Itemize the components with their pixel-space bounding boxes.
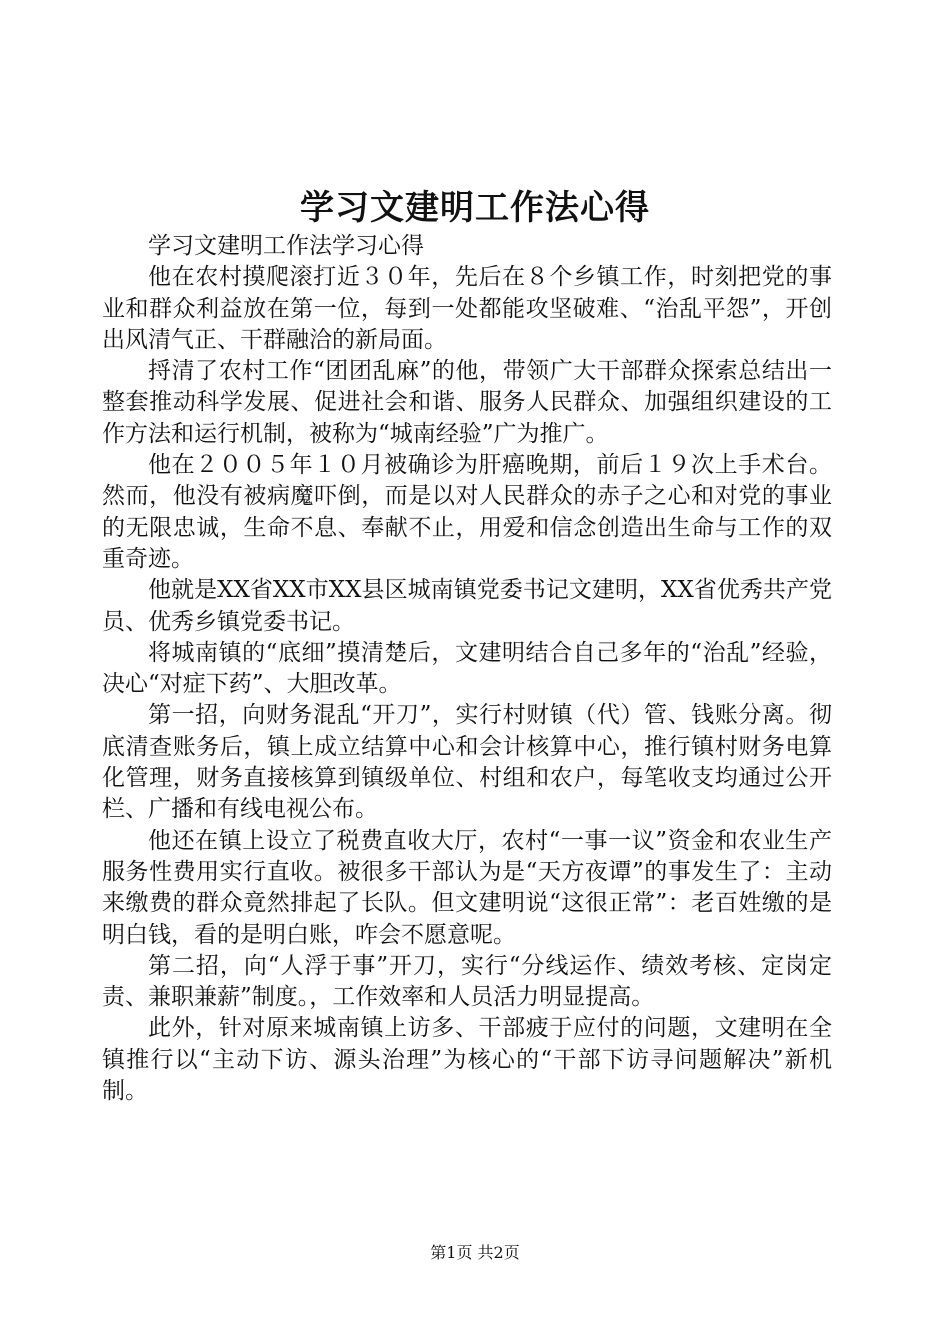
paragraph: 第二招，向“人浮于事”开刀，实行“分线运作、绩效考核、定岗定责、兼职兼薪”制度。，工作效率和人员活力明显提高。 [102, 952, 832, 1011]
paragraph: 他就是XX省XX市XX县区城南镇党委书记文建明，XX省优秀共产党员、优秀乡镇党委书记。 [102, 577, 832, 635]
document-title: 学习文建明工作法心得 [300, 188, 650, 228]
paragraph: 将城南镇的“底细”摸清楚后，文建明结合自己多年的“治乱”经验，决心“对症下药”、大胆改革。 [102, 639, 832, 698]
paragraph: 学习文建明工作法学习心得 [148, 233, 424, 259]
paragraph: 他还在镇上设立了税费直收大厅，农村“一事一议”资金和农业生产服务性费用实行直收。被很多干部认为是“天方夜谭”的事发生了：主动来缴费的群众竟然排起了长队。但文建明说“这很正常”：老百姓缴的是明白钱，看的是明白账，咋会不愿意呢。 [102, 827, 832, 948]
document-body [102, 231, 832, 1107]
paragraph: 此外，针对原来城南镇上访多、干部疲于应付的问题，文建明在全镇推行以“主动下访、源头治理”为核心的“干部下访寻问题解决”新机制。 [102, 1015, 832, 1105]
paragraph: 他在农村摸爬滚打近３０年，先后在８个乡镇工作，时刻把党的事业和群众利益放在第一位，每到一处都能攻坚破难、“治乱平怨”，开创出风清气正、干群融洽的新局面。 [102, 264, 832, 353]
page-footer: 第1页 共2页 [430, 1243, 520, 1262]
paragraph: 他在２００５年１０月被确诊为肝癌晚期，前后１９次上手术台。然而，他没有被病魔吓倒，而是以对人民群众的赤子之心和对党的事业的无限忠诚，生命不息、奉献不止，用爱和信念创造出生命与工作的双重奇迹。 [102, 452, 832, 572]
paragraph: 第一招，向财务混乱“开刀”，实行村财镇（代）管、钱账分离。彻底清查账务后，镇上成立结算中心和会计核算中心，推行镇村财务电算化管理，财务直接核算到镇级单位、村组和农户，每笔收支均通过公开栏、广播和有线电视公布。 [102, 702, 832, 823]
paragraph: 捋清了农村工作“团团乱麻”的他，带领广大干部群众探索总结出一整套推动科学发展、促进社会和谐、服务人民群众、加强组织建设的工作方法和运行机制，被称为“城南经验”广为推广。 [102, 358, 832, 447]
